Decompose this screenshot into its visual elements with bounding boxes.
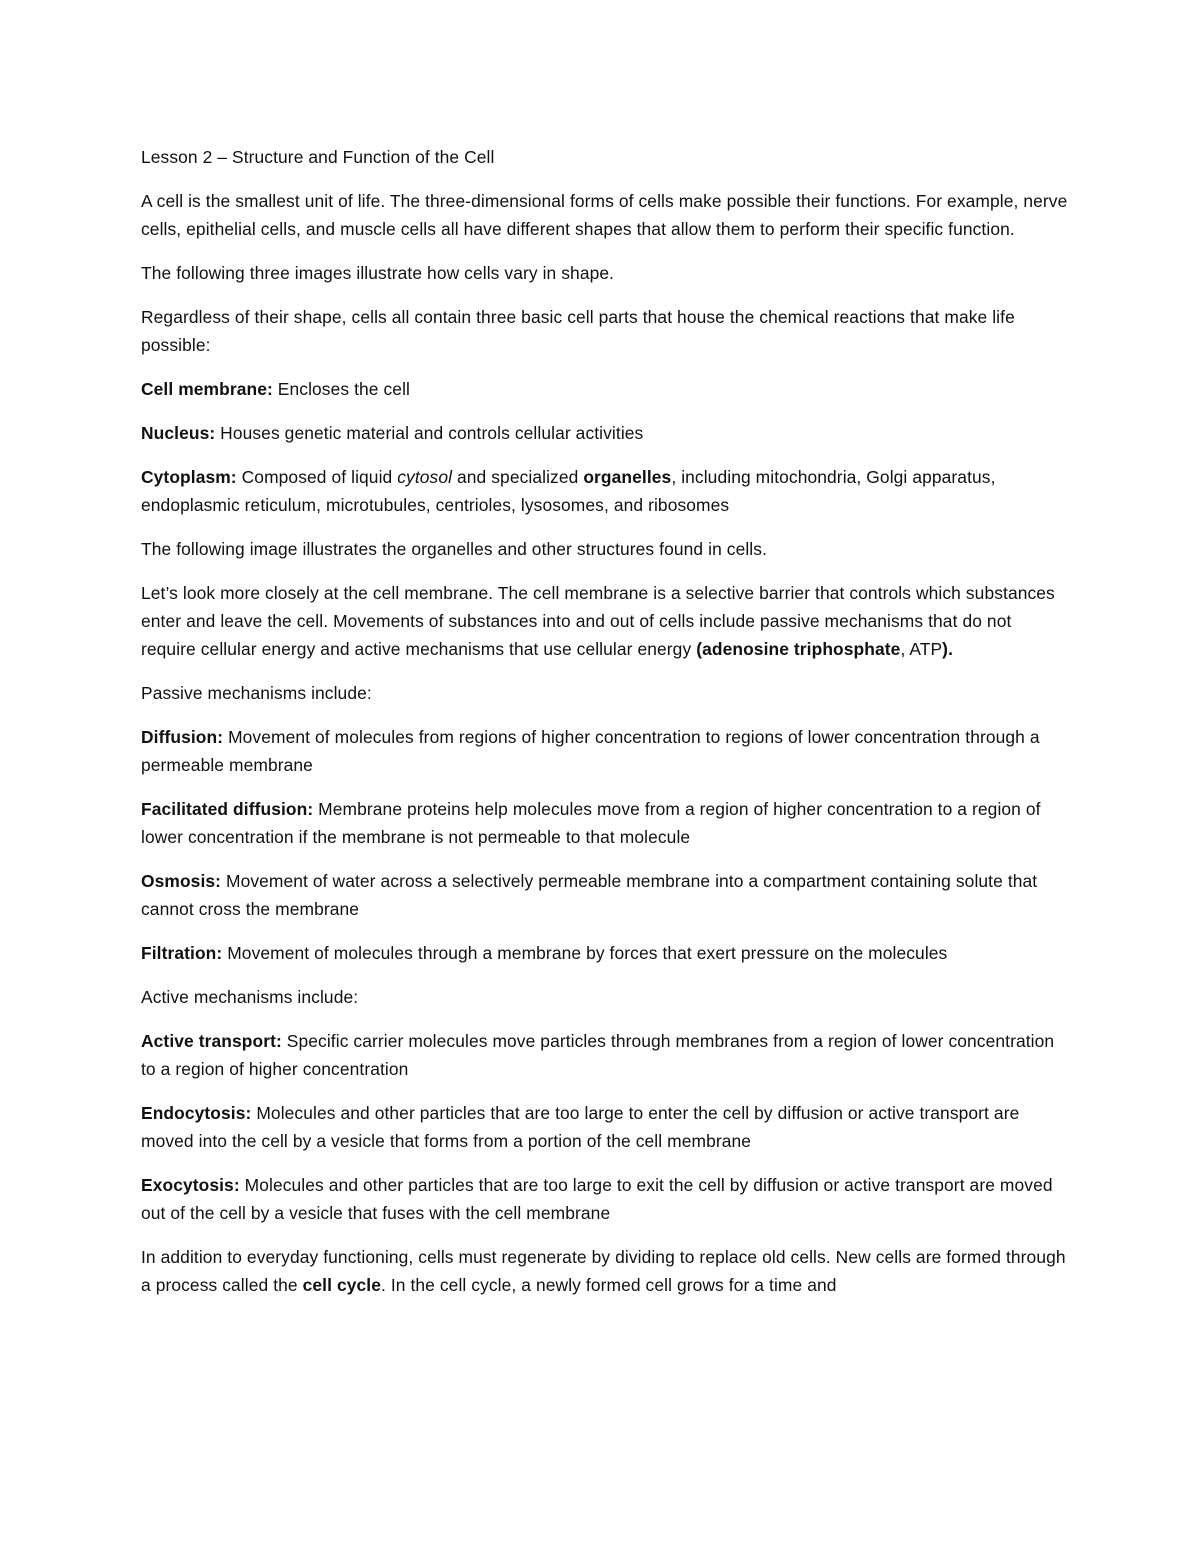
filtration-text: Movement of molecules through a membrane by forces that exert pressure on the molecules [222,943,948,963]
cell-cycle-text-a: In addition to everyday functioning, cells must regenerate by dividing to replace old cells. New cells are formed through a process called the [141,1247,1066,1295]
cytoplasm-definition [141,463,1071,519]
cell-cycle-bold: cell cycle [302,1275,381,1295]
diffusion-definition [141,723,1071,779]
endocytosis-definition [141,1099,1071,1155]
filtration-definition [141,939,1071,967]
document-body [141,143,1071,1315]
endocytosis-term: Endocytosis: [141,1103,252,1123]
diffusion-text: Movement of molecules from regions of higher concentration to regions of lower concentration through a permeable membrane [141,727,1040,775]
lesson-title: Lesson 2 – Structure and Function of the Cell [141,147,495,167]
cytosol-italic: cytosol [397,467,453,487]
exocytosis-definition [141,1171,1071,1227]
facilitated-diffusion-term: Facilitated diffusion: [141,799,314,819]
endocytosis-text: Molecules and other particles that are too large to enter the cell by diffusion or active transport are moved into the cell by a vesicle that forms from a portion of the cell membrane [141,1103,1020,1151]
cell-cycle-paragraph [141,1243,1071,1299]
intro-paragraph: A cell is the smallest unit of life. The three-dimensional forms of cells make possible their functions. For example, nerve cells, epithelial cells, and muscle cells all have different shapes that allow them to perform their specific function. [141,191,1068,239]
basic-parts-intro: Regardless of their shape, cells all contain three basic cell parts that house the chemical reactions that make life possible: [141,307,1015,355]
atp-bold: (adenosine triphosphate [696,639,901,659]
membrane-text-a: Let’s look more closely at the cell membrane. The cell membrane is a selective barrier that controls which substances enter and leave the cell. Movements of substances into and out of cells include passive mechanisms that do not require cellular energy and active mechanisms that use cellular energy [141,583,1055,659]
atp-bold-end: ). [942,639,953,659]
exocytosis-term: Exocytosis: [141,1175,240,1195]
membrane-paragraph [141,579,1071,663]
exocytosis-text: Molecules and other particles that are too large to exit the cell by diffusion or active transport are moved out of the cell by a vesicle that fuses with the cell membrane [141,1175,1053,1223]
images-note: The following three images illustrate how cells vary in shape. [141,263,615,283]
filtration-term: Filtration: [141,943,223,963]
nucleus-term: Nucleus: [141,423,216,443]
active-transport-definition [141,1027,1071,1083]
nucleus-text: Houses genetic material and controls cellular activities [215,423,644,443]
osmosis-text: Movement of water across a selectively permeable membrane into a compartment containing solute that cannot cross the membrane [141,871,1038,919]
cytoplasm-text-a: Composed of liquid [236,467,398,487]
osmosis-term: Osmosis: [141,871,222,891]
passive-heading: Passive mechanisms include: [141,683,372,703]
diffusion-term: Diffusion: [141,727,224,747]
nucleus-definition [141,419,1071,447]
active-transport-text: Specific carrier molecules move particles through membranes from a region of lower concentration to a region of higher concentration [141,1031,1055,1079]
cytoplasm-text-b: and specialized [452,467,584,487]
active-heading: Active mechanisms include: [141,987,359,1007]
cytoplasm-text-c: , including mitochondria, Golgi apparatus, endoplasmic reticulum, microtubules, centrioles, lysosomes, and ribosomes [141,467,996,515]
cell-membrane-term: Cell membrane: [141,379,273,399]
membrane-text-b: , ATP [900,639,943,659]
facilitated-diffusion-text: Membrane proteins help molecules move from a region of higher concentration to a region of lower concentration if the membrane is not permeable to that molecule [141,799,1041,847]
organelles-note: The following image illustrates the organelles and other structures found in cells. [141,539,767,559]
facilitated-diffusion-definition [141,795,1071,851]
organelles-bold: organelles [583,467,672,487]
cytoplasm-term: Cytoplasm: [141,467,237,487]
osmosis-definition [141,867,1071,923]
active-transport-term: Active transport: [141,1031,282,1051]
cell-membrane-text: Encloses the cell [272,379,411,399]
cell-membrane-definition [141,375,1071,403]
cell-cycle-text-b: . In the cell cycle, a newly formed cell grows for a time and [380,1275,837,1295]
